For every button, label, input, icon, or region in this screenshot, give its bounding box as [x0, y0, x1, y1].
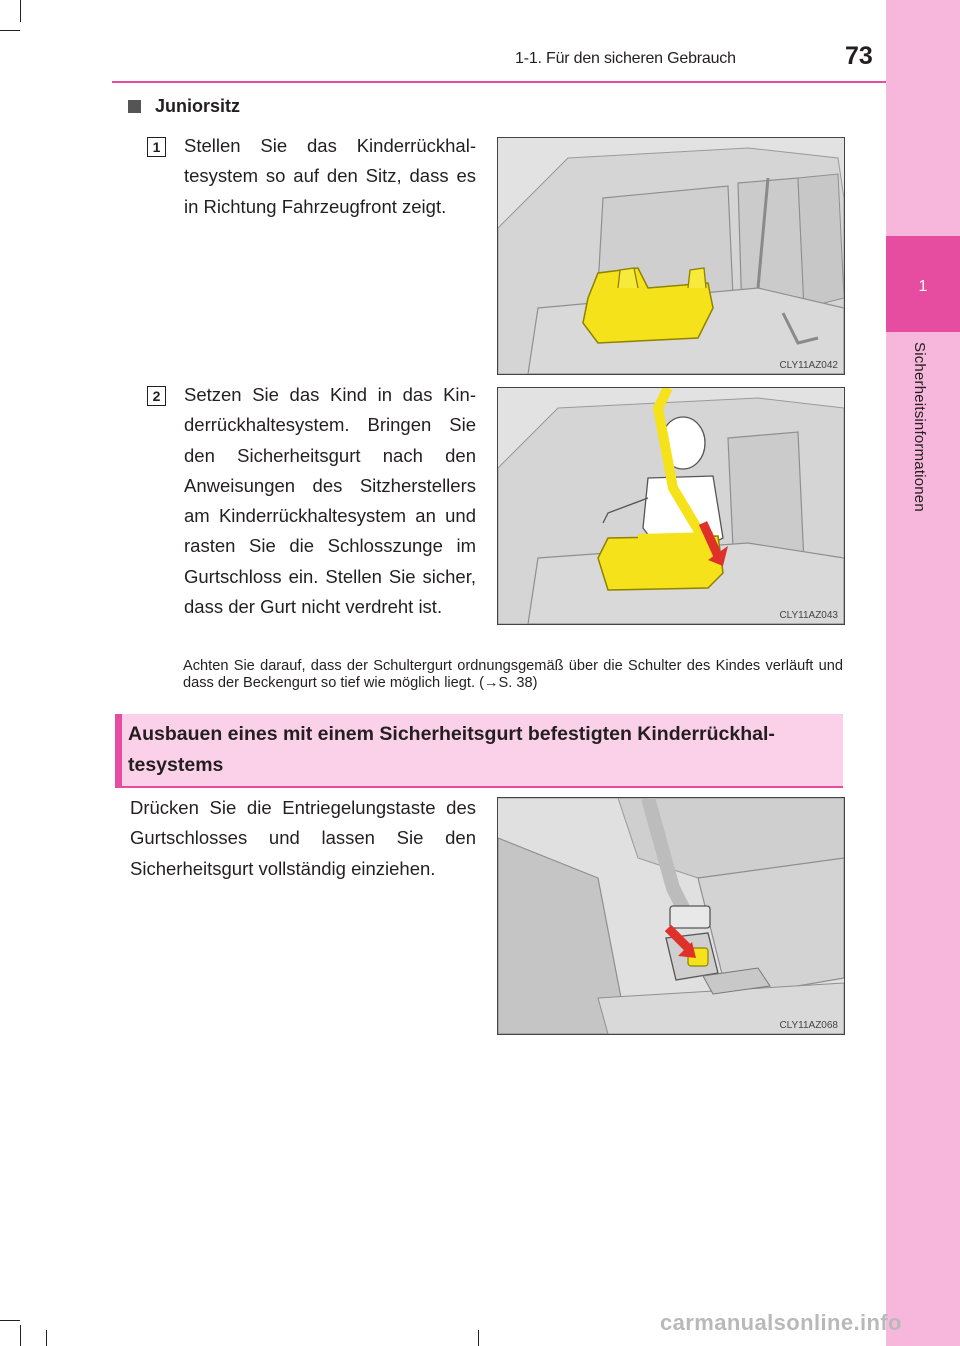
crop-mark — [0, 30, 20, 31]
section-heading-title: Ausbauen eines mit einem Sicherheitsgurt befestigten Kinderrückhaltesystems — [128, 723, 775, 776]
step-number-2: 2 — [147, 386, 166, 406]
illustration-buckle-release — [497, 797, 845, 1035]
illustration-booster-on-seat — [497, 137, 845, 375]
subsection-heading — [128, 96, 240, 117]
header-section-title: 1-1. Für den sicheren Gebrauch — [515, 50, 736, 67]
square-bullet-icon — [128, 100, 141, 113]
section-heading-rule — [115, 786, 843, 788]
note-text: Achten Sie darauf, dass der Schultergurt ordnungsgemäß über die Schulter des Kindes verläuft und dass der Beckengurt so tief wie möglich liegt. (→S. 38) — [183, 658, 843, 691]
image-code: CLY11AZ042 — [779, 360, 838, 371]
illustration-child-in-booster — [497, 387, 845, 625]
crop-mark — [20, 1325, 21, 1346]
image-code: CLY11AZ068 — [779, 1020, 838, 1031]
crop-mark — [478, 1330, 479, 1346]
side-tab — [886, 0, 960, 1346]
image-code: CLY11AZ043 — [779, 610, 838, 621]
section-text: Drücken Sie die Entriegelungstaste des Gurtschlosses und lassen Sie den Sicherheitsgurt vollständig einziehen. — [130, 797, 476, 879]
step-1-text: Stellen Sie das Kinderrückhaltesystem so auf den Sitz, dass es in Richtung Fahrzeugfront zeigt. — [184, 135, 476, 217]
footer-watermark: carmanualsonline.info — [660, 1310, 902, 1335]
booster-seat-illustration — [498, 138, 844, 374]
subsection-title: Juniorsitz — [155, 96, 241, 116]
crop-mark — [20, 0, 21, 22]
chapter-number: 1 — [918, 278, 928, 295]
header-rule — [112, 81, 886, 83]
step-2-text: Setzen Sie das Kind in das Kinderrückhaltesystem. Bringen Sie den Sicherheitsgurt nach den Anweisungen des Sitzherstellers am Kinderrückhaltesystem an und rasten Sie die Schlosszunge im Gurtschloss ein. Stellen Sie sicher, dass der Gurt nicht verdreht ist. — [184, 384, 476, 618]
step-number-1: 1 — [147, 137, 166, 157]
chapter-label: Sicherheitsinformationen — [911, 342, 928, 512]
buckle-release-illustration — [498, 798, 844, 1034]
section-heading-accent-bar — [115, 714, 122, 786]
crop-mark — [46, 1330, 47, 1346]
crop-mark — [0, 1320, 20, 1321]
child-booster-illustration — [498, 388, 844, 624]
page-number: 73 — [845, 42, 873, 70]
section-heading — [115, 714, 843, 786]
